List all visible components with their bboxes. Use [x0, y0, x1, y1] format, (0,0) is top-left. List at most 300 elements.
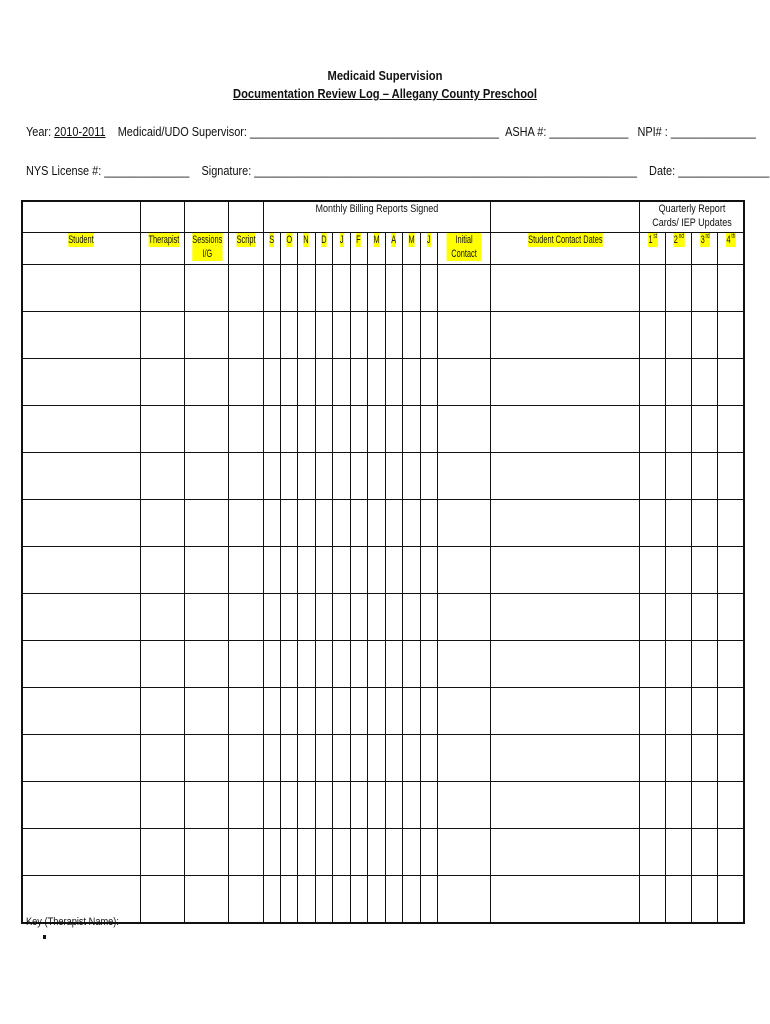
table-cell[interactable]: [385, 688, 403, 735]
table-cell[interactable]: [438, 641, 491, 688]
table-cell[interactable]: [640, 735, 666, 782]
table-cell[interactable]: [438, 782, 491, 829]
table-cell[interactable]: [22, 500, 140, 547]
table-cell[interactable]: [438, 500, 491, 547]
table-cell[interactable]: [640, 312, 666, 359]
table-cell[interactable]: [640, 829, 666, 876]
table-cell[interactable]: [263, 265, 280, 312]
table-cell[interactable]: [350, 265, 368, 312]
table-cell[interactable]: [491, 453, 640, 500]
table-cell[interactable]: [184, 735, 228, 782]
table-cell[interactable]: [420, 594, 438, 641]
table-cell[interactable]: [228, 406, 263, 453]
table-cell[interactable]: [666, 829, 692, 876]
table-cell[interactable]: [692, 359, 718, 406]
table-cell[interactable]: [491, 688, 640, 735]
table-cell[interactable]: [491, 829, 640, 876]
table-cell[interactable]: [666, 453, 692, 500]
table-cell[interactable]: [263, 641, 280, 688]
table-cell[interactable]: [228, 876, 263, 924]
table-cell[interactable]: [403, 641, 421, 688]
table-cell[interactable]: [403, 500, 421, 547]
table-cell[interactable]: [403, 829, 421, 876]
table-cell[interactable]: [280, 829, 298, 876]
table-cell[interactable]: [403, 735, 421, 782]
table-cell[interactable]: [22, 265, 140, 312]
table-cell[interactable]: [263, 688, 280, 735]
table-cell[interactable]: [140, 735, 184, 782]
table-cell[interactable]: [228, 359, 263, 406]
table-cell[interactable]: [263, 547, 280, 594]
table-cell[interactable]: [350, 547, 368, 594]
table-cell[interactable]: [263, 500, 280, 547]
table-cell[interactable]: [298, 876, 316, 924]
table-cell[interactable]: [368, 782, 386, 829]
table-cell[interactable]: [228, 641, 263, 688]
table-cell[interactable]: [385, 406, 403, 453]
table-cell[interactable]: [263, 876, 280, 924]
table-cell[interactable]: [438, 735, 491, 782]
table-cell[interactable]: [420, 312, 438, 359]
table-cell[interactable]: [368, 312, 386, 359]
table-cell[interactable]: [315, 500, 333, 547]
month-6-label: M: [373, 234, 380, 246]
table-cell[interactable]: [438, 547, 491, 594]
table-row: [22, 312, 744, 359]
table-cell[interactable]: [368, 735, 386, 782]
table-cell[interactable]: [491, 782, 640, 829]
table-cell[interactable]: [140, 594, 184, 641]
table-cell[interactable]: [718, 359, 744, 406]
table-cell[interactable]: [403, 547, 421, 594]
table-cell[interactable]: [385, 453, 403, 500]
asha-field[interactable]: _____________: [549, 124, 629, 139]
table-cell[interactable]: [333, 641, 351, 688]
table-cell[interactable]: [140, 641, 184, 688]
table-cell[interactable]: [333, 265, 351, 312]
month-4-header-text: [339, 233, 344, 247]
table-cell[interactable]: [280, 453, 298, 500]
table-cell[interactable]: [140, 265, 184, 312]
table-cell[interactable]: [298, 406, 316, 453]
table-cell[interactable]: [298, 641, 316, 688]
table-cell[interactable]: [640, 265, 666, 312]
table-cell[interactable]: [438, 359, 491, 406]
table-cell[interactable]: [666, 876, 692, 924]
table-cell[interactable]: [333, 406, 351, 453]
table-cell[interactable]: [280, 500, 298, 547]
table-cell[interactable]: [640, 688, 666, 735]
table-cell[interactable]: [228, 547, 263, 594]
table-cell[interactable]: [350, 829, 368, 876]
quarter-1-label: 1st: [648, 233, 658, 246]
table-cell[interactable]: [263, 359, 280, 406]
table-cell[interactable]: [368, 641, 386, 688]
table-cell[interactable]: [718, 265, 744, 312]
table-cell[interactable]: [315, 453, 333, 500]
table-cell[interactable]: [298, 688, 316, 735]
table-cell[interactable]: [315, 312, 333, 359]
table-cell[interactable]: [315, 688, 333, 735]
table-cell[interactable]: [420, 453, 438, 500]
table-cell[interactable]: [385, 500, 403, 547]
table-cell[interactable]: [350, 500, 368, 547]
license-field[interactable]: ______________: [104, 163, 190, 178]
table-cell[interactable]: [22, 594, 140, 641]
table-cell[interactable]: [491, 594, 640, 641]
table-cell[interactable]: [298, 500, 316, 547]
table-cell[interactable]: [184, 453, 228, 500]
table-cell[interactable]: [298, 453, 316, 500]
table-cell[interactable]: [184, 500, 228, 547]
table-cell[interactable]: [640, 641, 666, 688]
table-cell[interactable]: [228, 782, 263, 829]
table-cell[interactable]: [692, 406, 718, 453]
table-cell[interactable]: [298, 359, 316, 406]
table-cell[interactable]: [420, 688, 438, 735]
table-cell[interactable]: [692, 547, 718, 594]
table-cell[interactable]: [298, 312, 316, 359]
table-cell[interactable]: [140, 688, 184, 735]
table-cell[interactable]: [491, 547, 640, 594]
table-cell[interactable]: [280, 547, 298, 594]
table-cell[interactable]: [280, 876, 298, 924]
table-cell[interactable]: [140, 547, 184, 594]
table-cell[interactable]: [140, 453, 184, 500]
table-cell[interactable]: [640, 359, 666, 406]
table-cell[interactable]: [22, 641, 140, 688]
table-cell[interactable]: [403, 782, 421, 829]
table-cell[interactable]: [184, 876, 228, 924]
table-cell[interactable]: [22, 782, 140, 829]
table-cell[interactable]: [350, 453, 368, 500]
table-cell[interactable]: [315, 265, 333, 312]
table-cell[interactable]: [368, 547, 386, 594]
table-cell[interactable]: [491, 265, 640, 312]
table-cell[interactable]: [280, 688, 298, 735]
table-cell[interactable]: [350, 876, 368, 924]
table-cell[interactable]: [692, 594, 718, 641]
table-cell[interactable]: [298, 265, 316, 312]
table-cell[interactable]: [228, 500, 263, 547]
table-cell[interactable]: [368, 594, 386, 641]
table-cell[interactable]: [298, 735, 316, 782]
table-cell[interactable]: [666, 359, 692, 406]
table-cell[interactable]: [315, 594, 333, 641]
table-cell[interactable]: [385, 735, 403, 782]
table-cell[interactable]: [491, 641, 640, 688]
table-cell[interactable]: [315, 359, 333, 406]
table-cell[interactable]: [280, 782, 298, 829]
table-cell[interactable]: [718, 406, 744, 453]
table-cell[interactable]: [350, 782, 368, 829]
supervisor-field[interactable]: _________________________________________: [250, 124, 500, 139]
table-cell[interactable]: [22, 312, 140, 359]
table-cell[interactable]: [140, 406, 184, 453]
table-cell[interactable]: [350, 594, 368, 641]
table-cell[interactable]: [22, 735, 140, 782]
table-cell[interactable]: [368, 406, 386, 453]
table-cell[interactable]: [315, 876, 333, 924]
table-cell[interactable]: [333, 594, 351, 641]
table-cell[interactable]: [692, 782, 718, 829]
table-cell[interactable]: [333, 500, 351, 547]
table-cell[interactable]: [420, 406, 438, 453]
table-cell[interactable]: [666, 688, 692, 735]
table-cell[interactable]: [385, 312, 403, 359]
table-cell[interactable]: [438, 312, 491, 359]
table-cell[interactable]: [368, 359, 386, 406]
table-cell[interactable]: [140, 876, 184, 924]
signature-field[interactable]: _______________________________________________________________: [254, 163, 637, 178]
table-cell[interactable]: [692, 453, 718, 500]
table-cell[interactable]: [333, 359, 351, 406]
table-cell[interactable]: [692, 688, 718, 735]
table-cell[interactable]: [385, 547, 403, 594]
table-cell[interactable]: [184, 782, 228, 829]
month-1-header: [280, 233, 298, 265]
table-cell[interactable]: [280, 312, 298, 359]
table-row: [22, 594, 744, 641]
table-cell[interactable]: [692, 829, 718, 876]
table-cell[interactable]: [184, 359, 228, 406]
table-cell[interactable]: [666, 547, 692, 594]
table-cell[interactable]: [368, 500, 386, 547]
table-cell[interactable]: [718, 453, 744, 500]
table-cell[interactable]: [333, 688, 351, 735]
table-cell[interactable]: [718, 312, 744, 359]
table-cell[interactable]: [280, 265, 298, 312]
table-cell[interactable]: [368, 829, 386, 876]
table-cell[interactable]: [140, 782, 184, 829]
table-cell[interactable]: [640, 782, 666, 829]
table-cell[interactable]: [368, 876, 386, 924]
table-cell[interactable]: [718, 782, 744, 829]
table-cell[interactable]: [420, 641, 438, 688]
table-cell[interactable]: [640, 876, 666, 924]
table-cell[interactable]: [385, 876, 403, 924]
table-cell[interactable]: [350, 312, 368, 359]
table-cell[interactable]: [263, 453, 280, 500]
student-contact-dates-label: Student Contact Dates: [528, 234, 603, 246]
table-cell[interactable]: [350, 688, 368, 735]
table-cell[interactable]: [403, 876, 421, 924]
table-cell[interactable]: [385, 594, 403, 641]
table-cell[interactable]: [184, 594, 228, 641]
table-cell[interactable]: [263, 735, 280, 782]
table-cell[interactable]: [420, 265, 438, 312]
table-cell[interactable]: [640, 406, 666, 453]
table-cell[interactable]: [315, 782, 333, 829]
table-row: [22, 265, 744, 312]
table-cell[interactable]: [666, 782, 692, 829]
table-cell[interactable]: [298, 782, 316, 829]
table-cell[interactable]: [385, 359, 403, 406]
table-cell[interactable]: [640, 547, 666, 594]
table-cell[interactable]: [438, 829, 491, 876]
table-cell[interactable]: [22, 547, 140, 594]
table-cell[interactable]: [666, 641, 692, 688]
table-cell[interactable]: [385, 782, 403, 829]
table-cell[interactable]: [666, 265, 692, 312]
table-cell[interactable]: [420, 782, 438, 829]
table-cell[interactable]: [692, 876, 718, 924]
table-cell[interactable]: [692, 265, 718, 312]
table-cell[interactable]: [333, 782, 351, 829]
table-cell[interactable]: [692, 312, 718, 359]
table-cell[interactable]: [228, 594, 263, 641]
table-cell[interactable]: [403, 265, 421, 312]
table-cell[interactable]: [140, 500, 184, 547]
table-cell[interactable]: [385, 641, 403, 688]
table-cell[interactable]: [718, 641, 744, 688]
table-cell[interactable]: [385, 265, 403, 312]
table-cell[interactable]: [22, 453, 140, 500]
table-cell[interactable]: [263, 312, 280, 359]
table-cell[interactable]: [333, 735, 351, 782]
table-cell[interactable]: [438, 453, 491, 500]
table-cell[interactable]: [666, 406, 692, 453]
table-cell[interactable]: [666, 312, 692, 359]
table-cell[interactable]: [666, 735, 692, 782]
table-cell[interactable]: [420, 500, 438, 547]
table-cell[interactable]: [263, 594, 280, 641]
table-cell[interactable]: [491, 876, 640, 924]
table-cell[interactable]: [350, 641, 368, 688]
table-cell[interactable]: [368, 265, 386, 312]
table-cell[interactable]: [22, 359, 140, 406]
table-cell[interactable]: [403, 406, 421, 453]
table-cell[interactable]: [718, 688, 744, 735]
form-subtitle: Documentation Review Log – Allegany County Preschool: [233, 86, 537, 101]
table-cell[interactable]: [298, 829, 316, 876]
table-cell[interactable]: [228, 735, 263, 782]
table-cell[interactable]: [298, 594, 316, 641]
table-cell[interactable]: [22, 829, 140, 876]
table-cell[interactable]: [263, 406, 280, 453]
table-row: [22, 641, 744, 688]
table-cell[interactable]: [368, 688, 386, 735]
table-cell[interactable]: [640, 594, 666, 641]
table-cell[interactable]: [403, 312, 421, 359]
table-cell[interactable]: [184, 641, 228, 688]
table-cell[interactable]: [491, 312, 640, 359]
table-cell[interactable]: [280, 594, 298, 641]
table-cell[interactable]: [333, 312, 351, 359]
table-cell[interactable]: [438, 688, 491, 735]
table-cell[interactable]: [350, 359, 368, 406]
table-cell[interactable]: [350, 735, 368, 782]
table-cell[interactable]: [333, 547, 351, 594]
table-cell[interactable]: [368, 453, 386, 500]
table-cell[interactable]: [438, 406, 491, 453]
table-cell[interactable]: [718, 547, 744, 594]
table-cell[interactable]: [666, 500, 692, 547]
table-cell[interactable]: [315, 829, 333, 876]
table-cell[interactable]: [420, 876, 438, 924]
table-cell[interactable]: [420, 547, 438, 594]
table-cell[interactable]: [280, 359, 298, 406]
table-cell[interactable]: [438, 876, 491, 924]
year-value[interactable]: 2010-2011: [54, 124, 106, 139]
table-cell[interactable]: [184, 547, 228, 594]
table-cell[interactable]: [403, 594, 421, 641]
table-cell[interactable]: [692, 641, 718, 688]
table-cell[interactable]: [403, 359, 421, 406]
table-cell[interactable]: [692, 500, 718, 547]
table-cell[interactable]: [184, 312, 228, 359]
supervisor-label: Medicaid/UDO Supervisor:: [117, 124, 251, 139]
table-cell[interactable]: [315, 547, 333, 594]
table-cell[interactable]: [718, 594, 744, 641]
table-cell[interactable]: [333, 829, 351, 876]
table-cell[interactable]: [140, 312, 184, 359]
table-cell[interactable]: [315, 406, 333, 453]
table-cell[interactable]: [718, 735, 744, 782]
table-cell[interactable]: [228, 688, 263, 735]
date-field[interactable]: _______________: [678, 163, 770, 178]
table-cell[interactable]: [315, 641, 333, 688]
table-cell[interactable]: [184, 406, 228, 453]
month-7-label: A: [391, 234, 397, 246]
table-cell[interactable]: [280, 735, 298, 782]
table-cell[interactable]: [22, 406, 140, 453]
table-cell[interactable]: [280, 406, 298, 453]
table-cell[interactable]: [385, 829, 403, 876]
table-cell[interactable]: [333, 876, 351, 924]
table-cell[interactable]: [263, 782, 280, 829]
table-cell[interactable]: [228, 453, 263, 500]
table-row: [22, 735, 744, 782]
table-cell[interactable]: [438, 594, 491, 641]
quarter-2-header: [666, 233, 692, 265]
table-cell[interactable]: [491, 735, 640, 782]
table-cell[interactable]: [640, 500, 666, 547]
table-cell[interactable]: [263, 829, 280, 876]
table-cell[interactable]: [718, 876, 744, 924]
table-cell[interactable]: [350, 406, 368, 453]
table-cell[interactable]: [692, 735, 718, 782]
table-cell[interactable]: [491, 500, 640, 547]
table-cell[interactable]: [228, 265, 263, 312]
table-cell[interactable]: [228, 829, 263, 876]
table-cell[interactable]: [280, 641, 298, 688]
table-cell[interactable]: [184, 829, 228, 876]
table-cell[interactable]: [184, 265, 228, 312]
table-cell[interactable]: [491, 359, 640, 406]
table-cell[interactable]: [333, 453, 351, 500]
table-cell[interactable]: [666, 594, 692, 641]
table-cell[interactable]: [438, 265, 491, 312]
table-cell[interactable]: [420, 735, 438, 782]
table-cell[interactable]: [403, 453, 421, 500]
npi-field[interactable]: ______________: [670, 124, 756, 139]
table-cell[interactable]: [420, 829, 438, 876]
table-cell[interactable]: [315, 735, 333, 782]
table-cell[interactable]: [140, 829, 184, 876]
table-cell[interactable]: [228, 312, 263, 359]
table-cell[interactable]: [298, 547, 316, 594]
table-cell[interactable]: [420, 359, 438, 406]
table-cell[interactable]: [718, 500, 744, 547]
table-cell[interactable]: [184, 688, 228, 735]
table-cell[interactable]: [640, 453, 666, 500]
table-cell[interactable]: [491, 406, 640, 453]
table-cell[interactable]: [22, 688, 140, 735]
table-cell[interactable]: [140, 359, 184, 406]
table-cell[interactable]: [718, 829, 744, 876]
table-cell[interactable]: [403, 688, 421, 735]
